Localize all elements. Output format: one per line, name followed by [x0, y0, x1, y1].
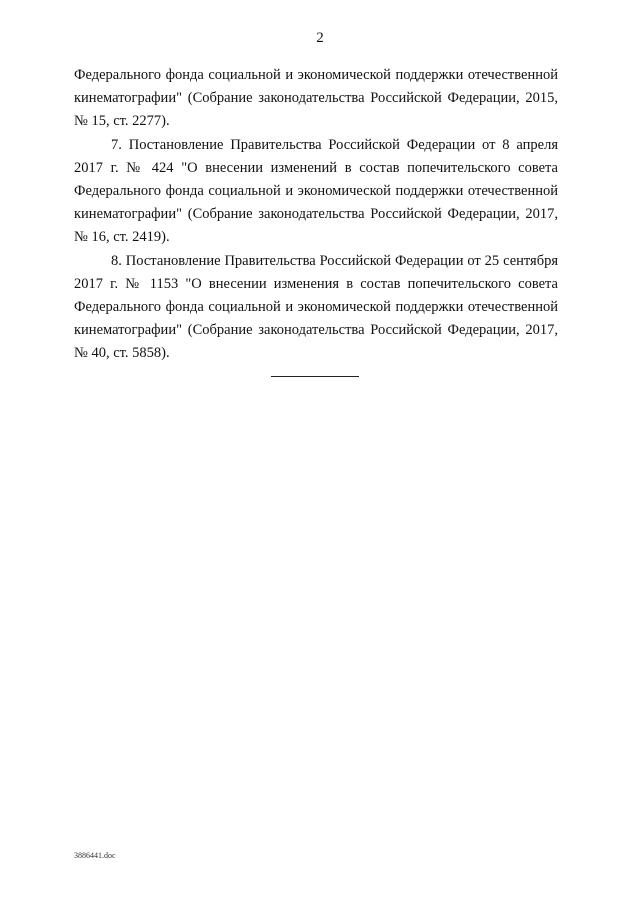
paragraph-item-7: 7. Постановление Правительства Российской Федерации от 8 апреля 2017 г. № 424 "О внесении изменений в состав попечительского совета Федерального фонда социальной и экономической поддержки отечественной кинематографии" (Собрание законодательства Российской Федерации, 2017, № 16, ст. 2419).: [74, 136, 558, 246]
paragraph-continuation: Федерального фонда социальной и экономической поддержки отечественной кинематографии" (Собрание законодательства Российской Федерации, 2015, № 15, ст. 2277).: [74, 67, 558, 130]
page-number: 2: [316, 30, 324, 46]
document-body: [74, 64, 558, 366]
end-separator-line: [271, 376, 359, 377]
footer-file-name: 3886441.doc: [74, 851, 116, 860]
paragraph-item-8: 8. Постановление Правительства Российской Федерации от 25 сентября 2017 г. № 1153 "О внесении изменения в состав попечительского совета Федерального фонда социальной и экономической поддержки отечественной кинематографии" (Собрание законодательства Российской Федерации, 2017, № 40, ст. 5858).: [74, 252, 558, 362]
